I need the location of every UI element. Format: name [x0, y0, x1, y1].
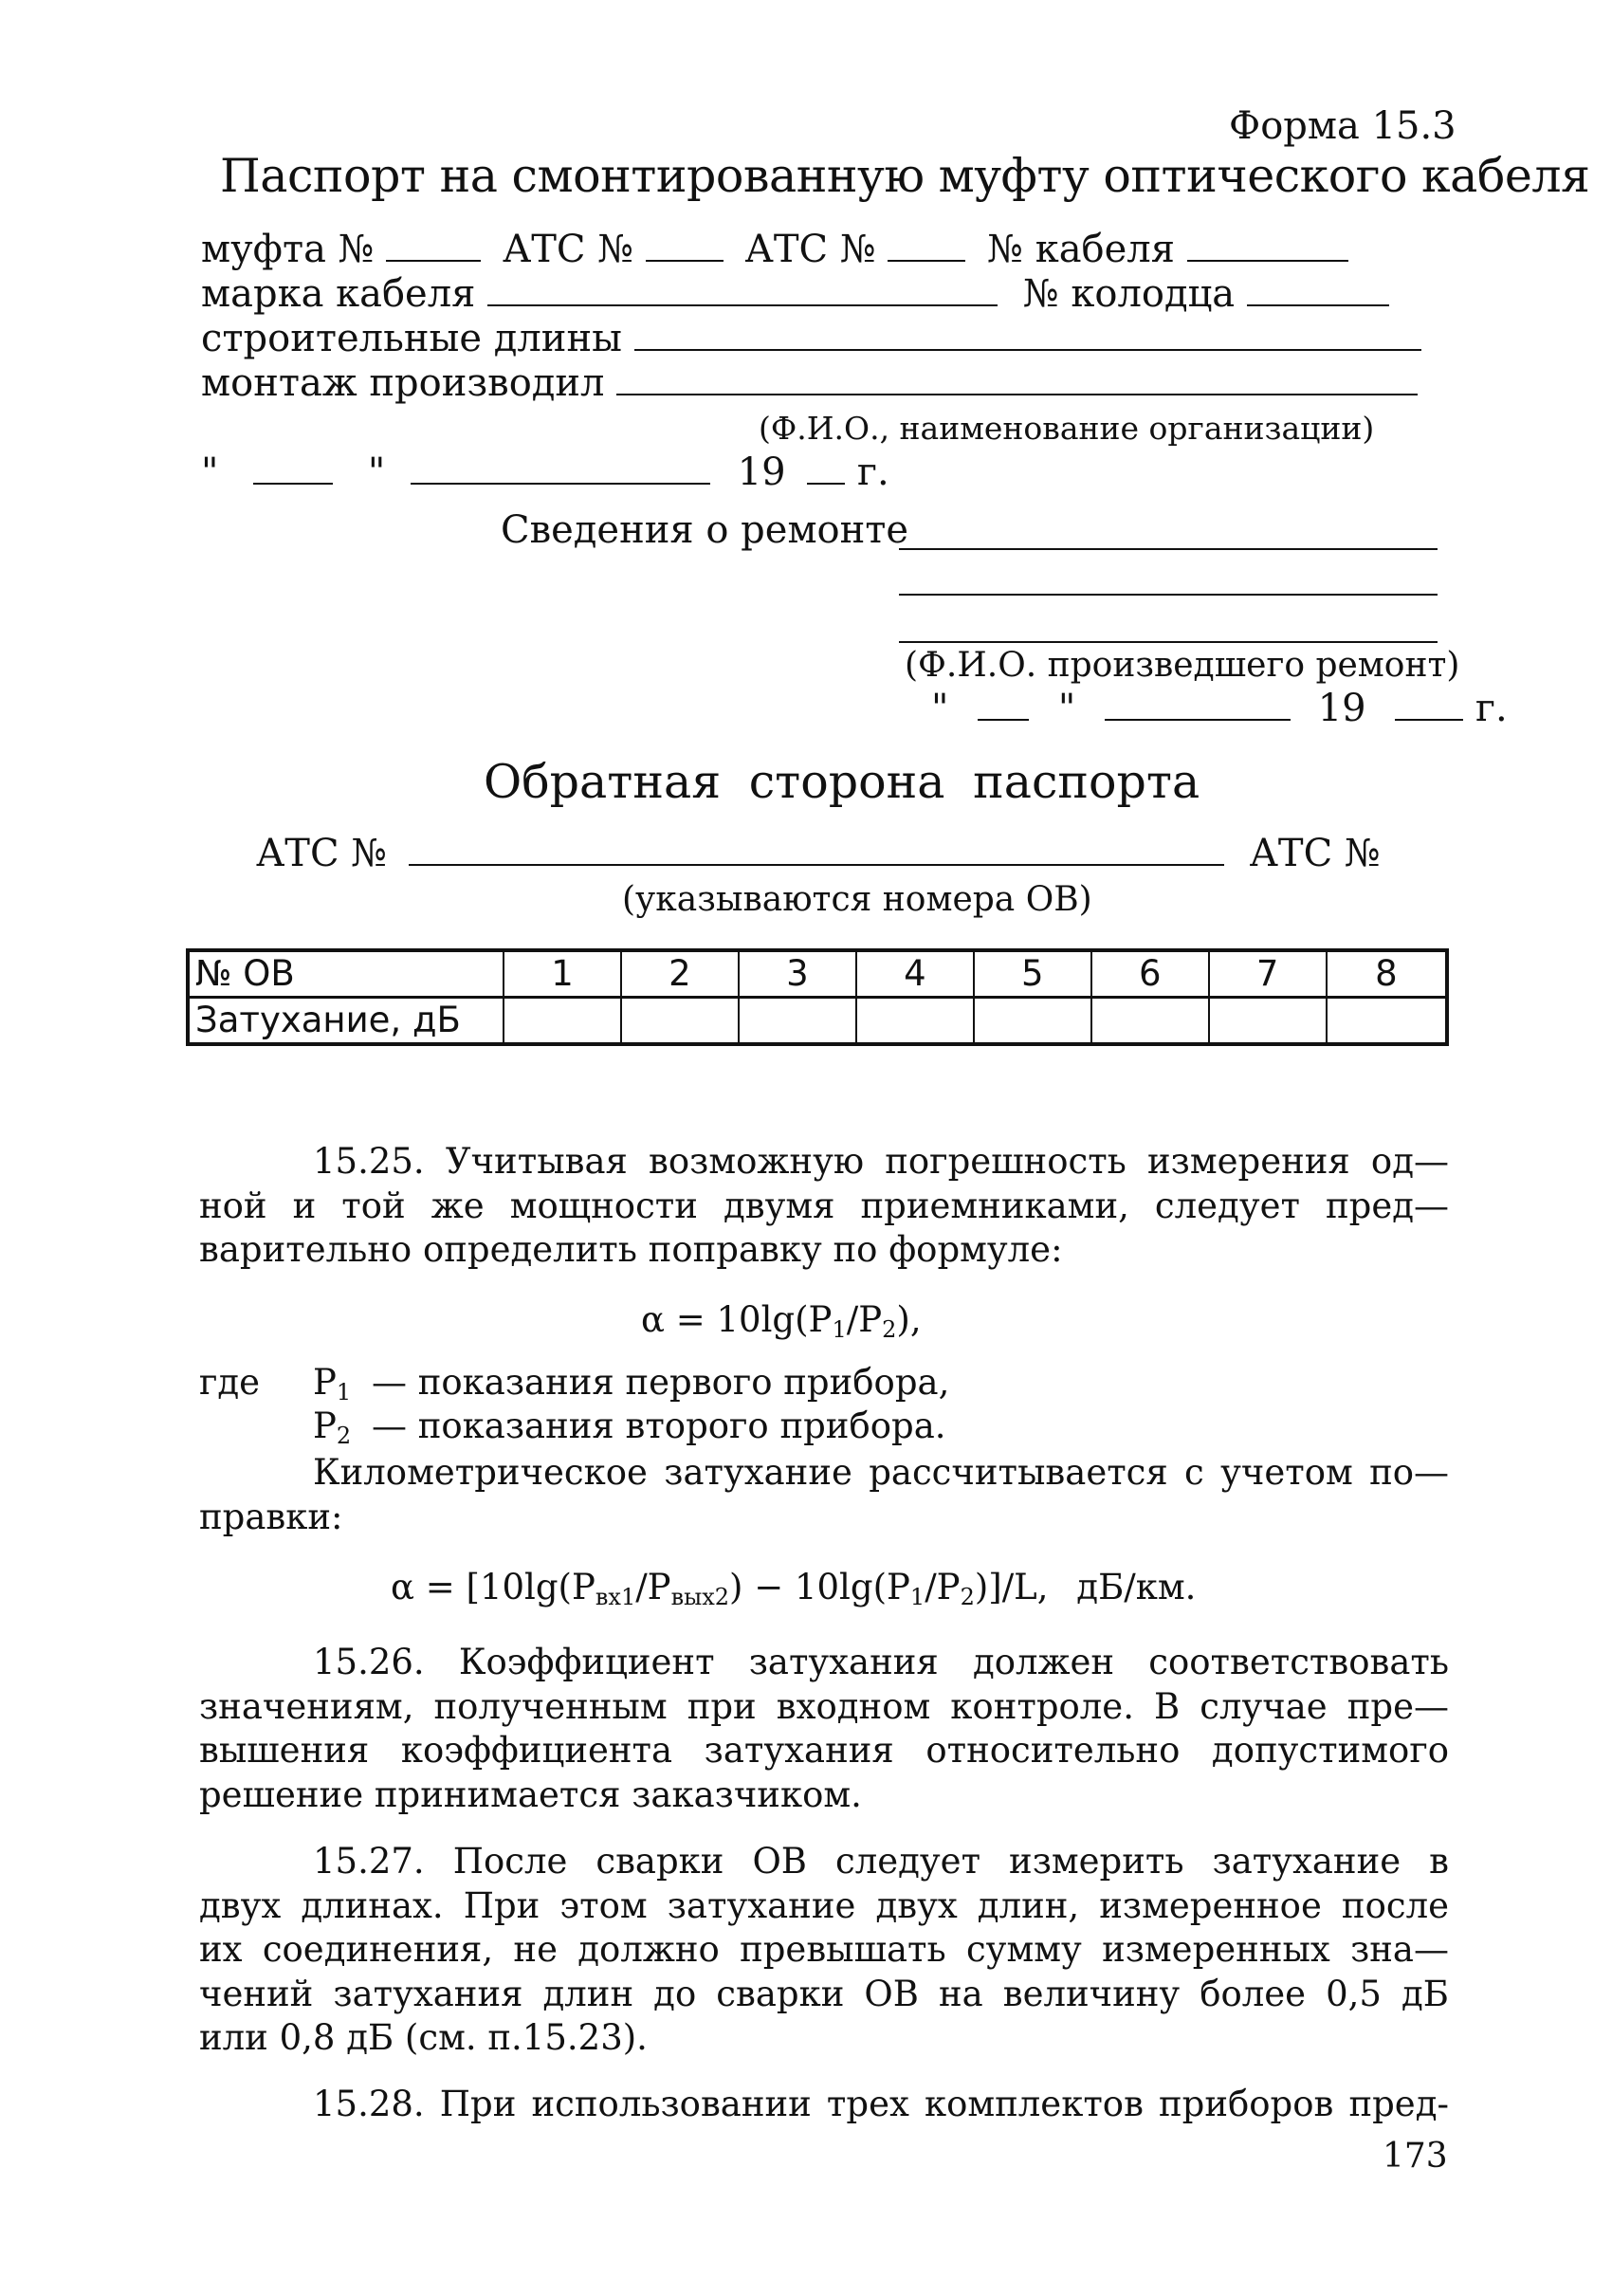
attenuation-cell[interactable] [1327, 998, 1447, 1045]
repair-line-3[interactable] [899, 641, 1438, 643]
attenuation-table [186, 948, 1449, 1046]
paragraph-line: двух длинах. При этом затухание двух длин, измеренное после [199, 1884, 1449, 1926]
ats-no-2-input[interactable] [888, 231, 965, 262]
reverse-hint: (указываются номера ОВ) [622, 880, 1092, 919]
construction-lengths-label: строительные длины [201, 317, 622, 360]
attenuation-cell[interactable] [739, 998, 856, 1045]
paragraph-line: их соединения, не должно превышать сумму измеренных зна— [199, 1929, 1449, 1970]
attenuation-cell[interactable] [1209, 998, 1327, 1045]
formula-correction: $\alpha = 10\lg(P_1/P_2)$, [641, 1299, 922, 1343]
cable-brand-input[interactable] [487, 276, 998, 306]
paragraph-line: правки: [199, 1496, 343, 1537]
installed-by-hint: (Ф.И.О., наименование организации) [759, 410, 1375, 447]
page-number: 173 [1383, 2137, 1448, 2176]
table-column-header: 1 [504, 950, 621, 998]
section-15-27 [199, 1840, 1449, 2061]
table-row-header: Затухание, дБ [188, 998, 504, 1045]
repair-line-1[interactable] [899, 548, 1438, 550]
table-column-header: 8 [1327, 950, 1447, 998]
table-column-header: 7 [1209, 950, 1327, 998]
definition-p1: $P_1$ — показания первого прибора, [313, 1362, 950, 1405]
repair-label: Сведения о ремонте [501, 508, 909, 552]
paragraph-line: 15.28. При использовании трех комплектов приборов пред- [313, 2084, 1449, 2124]
table-row [188, 998, 1447, 1045]
definition-p2: $P_2$ — показания второго прибора. [313, 1405, 946, 1449]
form-label: Форма 15.3 [1229, 104, 1456, 148]
repair-line-2[interactable] [899, 594, 1438, 596]
paragraph-line: 15.25. Учитывая возможную погрешность измерения од— [313, 1141, 1449, 1182]
paragraph-line: или 0,8 дБ (см. п.15.23). [199, 2017, 648, 2058]
fields-row-1 [201, 228, 1348, 271]
repair-year-input[interactable] [1395, 690, 1463, 721]
paragraph-line: 15.26. Коэффициент затухания должен соответствовать [313, 1642, 1449, 1682]
date-quote-close: " [367, 450, 386, 494]
table-column-header: 6 [1091, 950, 1209, 998]
repair-hint: (Ф.И.О. произведшего ремонт) [905, 646, 1460, 685]
table-column-header: 3 [739, 950, 856, 998]
cable-no-input[interactable] [1187, 231, 1348, 262]
reverse-title: Обратная сторона паспорта [484, 755, 1200, 809]
paragraph-line: чений затухания длин до сварки ОВ на величину более 0,5 дБ [199, 1973, 1449, 2014]
reverse-ats-left-label: АТС № [256, 832, 388, 875]
attenuation-cell[interactable] [1091, 998, 1209, 1045]
paragraph-line: варительно определить поправку по формуле: [199, 1229, 1063, 1270]
install-year-input[interactable] [807, 454, 845, 485]
cable-brand-label: марка кабеля [201, 272, 476, 316]
installed-by-input[interactable] [616, 365, 1418, 395]
table-row [188, 950, 1447, 998]
install-month-input[interactable] [411, 454, 710, 485]
table-row-header: № ОВ [188, 950, 504, 998]
reverse-ats-right-label: АТС № [1249, 832, 1381, 875]
document-title: Паспорт на смонтированную муфту оптического кабеля [220, 149, 1590, 203]
section-15-28 [199, 2083, 1449, 2127]
repair-date-row [931, 687, 1508, 730]
formula-km-attenuation: $\alpha = [10\lg(P_{вх1}/P_{вых2}) - 10\lg(P_1/P_2)]/L$, дБ/км. [391, 1567, 1197, 1610]
fields-row-2 [201, 272, 1389, 316]
repair-month-input[interactable] [1105, 690, 1291, 721]
coupling-no-input[interactable] [386, 231, 481, 262]
paragraph-line: 15.27. После сварки ОВ следует измерить затухание в [313, 1841, 1449, 1882]
repair-day-input[interactable] [978, 690, 1029, 721]
paragraph-line: значениям, полученным при входном контроле. В случае пре— [199, 1685, 1449, 1727]
reverse-fiber-numbers-input[interactable] [409, 836, 1224, 866]
paragraph-line: вышения коэффициента затухания относительно допустимого [199, 1730, 1449, 1771]
installed-by-label: монтаж производил [201, 361, 605, 405]
table-column-header: 2 [621, 950, 739, 998]
attenuation-cell[interactable] [621, 998, 739, 1045]
well-no-label: № колодца [1022, 272, 1236, 316]
repair-year-suffix: г. [1475, 687, 1508, 730]
section-15-26 [199, 1641, 1449, 1817]
repair-date-quote-close: " [1057, 687, 1076, 730]
table-column-header: 5 [974, 950, 1091, 998]
coupling-no-label: муфта № [201, 228, 375, 271]
well-no-input[interactable] [1247, 276, 1389, 306]
table-column-header: 4 [856, 950, 974, 998]
repair-year-prefix: 19 [1317, 687, 1366, 730]
paragraph-line: ной и той же мощности двумя приемниками, следует пред— [199, 1185, 1449, 1226]
km-attenuation-text [199, 1451, 1449, 1539]
install-year-prefix: 19 [737, 450, 786, 494]
fields-row-4 [201, 361, 1418, 405]
paragraph-line: Километрическое затухание рассчитывается с учетом по— [313, 1452, 1449, 1493]
date-quote-open: " [201, 450, 219, 494]
paragraph-line: решение принимается заказчиком. [199, 1773, 862, 1815]
install-date-row [201, 450, 889, 494]
attenuation-cell[interactable] [974, 998, 1091, 1045]
ats-no-1-input[interactable] [646, 231, 724, 262]
reverse-ats-row [256, 832, 1381, 875]
repair-date-quote-open: " [931, 687, 949, 730]
install-year-suffix: г. [857, 450, 889, 494]
attenuation-cell[interactable] [856, 998, 974, 1045]
ats-no-2-label: АТС № [744, 228, 876, 271]
construction-lengths-input[interactable] [634, 321, 1421, 351]
install-day-input[interactable] [253, 454, 333, 485]
fields-row-3 [201, 317, 1421, 360]
section-15-25 [199, 1140, 1449, 1273]
ats-no-1-label: АТС № [502, 228, 634, 271]
cable-no-label: № кабеля [987, 228, 1175, 271]
where-label: где [199, 1362, 261, 1403]
attenuation-cell[interactable] [504, 998, 621, 1045]
